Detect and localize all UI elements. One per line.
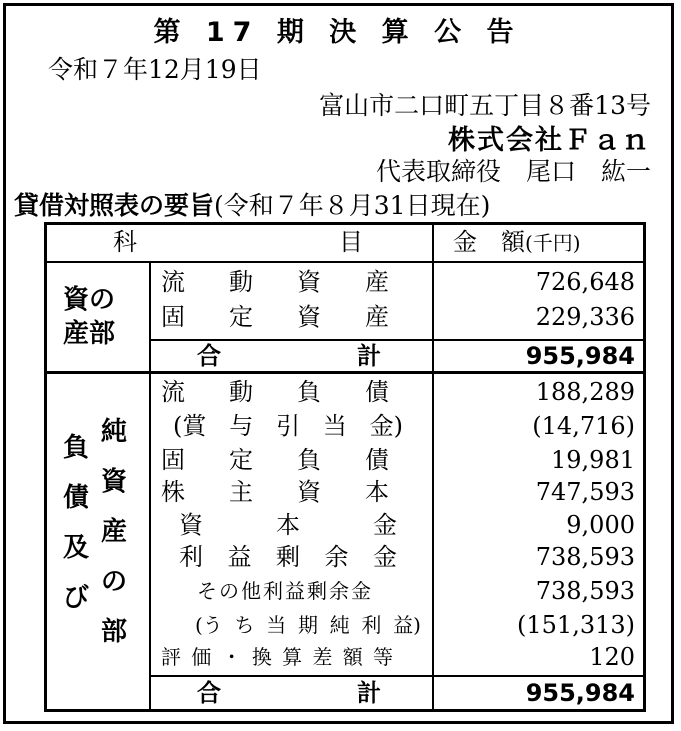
label-char: 金 — [373, 543, 397, 571]
label-char: 利 — [361, 613, 382, 637]
company-name: 株式会社Ｆａｎ — [448, 125, 651, 156]
label-char: 本 — [365, 478, 389, 506]
liab-row-label — [179, 511, 397, 539]
label-char: 益 — [227, 543, 252, 571]
label-char: 純 — [329, 613, 350, 637]
label-char: 産 — [101, 517, 128, 547]
label-char: 資 — [297, 268, 321, 296]
label-char: 剰 — [276, 543, 300, 571]
notice-date: 令和７年12月19日 — [48, 55, 262, 84]
label-char: 金) — [369, 412, 403, 440]
label-char: 差 — [312, 645, 333, 669]
label-char: 負 — [297, 446, 321, 474]
liab-total-label — [197, 679, 381, 707]
section-column-divider — [149, 261, 151, 709]
liab-row-label — [161, 478, 389, 506]
label-char: 計 — [357, 342, 381, 370]
assets-total-value: 955,984 — [525, 342, 635, 370]
balance-sheet-title-text: 貸借対照表の要旨 — [14, 191, 215, 220]
assets-total-label — [197, 342, 381, 370]
assets-row-label — [161, 268, 389, 296]
section-divider — [47, 371, 643, 374]
liab-row-value: 9,000 — [566, 511, 635, 539]
label-char: 期 — [297, 613, 318, 637]
label-char: 金 — [373, 511, 397, 539]
header-unit: (千円) — [525, 231, 581, 255]
label-char: 与 — [229, 412, 254, 440]
label-char: 益) — [393, 613, 421, 637]
label-char: 引 — [276, 412, 300, 440]
liab-row-label — [161, 643, 393, 671]
liab-row-value: 188,289 — [535, 378, 635, 406]
liab-row-value: 738,593 — [535, 577, 635, 605]
label-char: 産 — [365, 268, 389, 296]
liab-row-label — [173, 412, 403, 440]
liab-total-divider — [149, 675, 643, 677]
label-char: 資 — [297, 303, 321, 331]
label-char: 資 — [179, 511, 203, 539]
liab-row-value: 738,593 — [535, 543, 635, 571]
liab-section-label-col1 — [63, 423, 89, 623]
amount-column-divider — [432, 225, 434, 709]
label-char: 負 — [63, 433, 90, 463]
liab-row-value: 747,593 — [535, 478, 635, 506]
company-address: 富山市二口町五丁目８番13号 — [319, 91, 651, 120]
header-amount-text: 金 額 — [453, 228, 525, 256]
label-char: 換 — [251, 645, 272, 669]
label-char: の — [101, 567, 128, 597]
assets-total-divider — [149, 339, 643, 341]
label-char: 価 — [191, 645, 212, 669]
liab-row-value: (14,716) — [532, 412, 635, 440]
label-char: 合 — [197, 679, 221, 707]
assets-row-label — [161, 303, 389, 331]
label-char: 動 — [229, 378, 253, 406]
label-char: 債 — [365, 446, 389, 474]
label-char: ・ — [221, 645, 242, 669]
label-char: 余 — [324, 543, 349, 571]
label-char: 産 — [365, 303, 389, 331]
label-char: 主 — [229, 478, 253, 506]
label-char: 純 — [101, 417, 128, 447]
notice-title: 第 17 期 決 算 公 告 — [153, 17, 522, 48]
label-char: 部 — [101, 617, 128, 647]
liab-row-value: (151,313) — [517, 611, 635, 639]
balance-sheet-title — [14, 186, 490, 222]
label-char: 固 — [161, 303, 185, 331]
label-char: 合 — [197, 342, 221, 370]
assets-section-label — [63, 283, 115, 351]
label-char: 負 — [297, 378, 321, 406]
liab-row-label — [195, 611, 421, 639]
balance-sheet-table — [44, 222, 646, 712]
header-divider — [47, 261, 643, 263]
liab-row-label: その他利益剰余金 — [197, 579, 373, 603]
header-item-char: 目 — [339, 228, 363, 256]
label-char: 当 — [266, 613, 287, 637]
label-char: 固 — [161, 446, 185, 474]
label-char: 動 — [229, 268, 253, 296]
balance-sheet-period: (令和７年８月31日現在) — [214, 191, 491, 220]
header-item-label — [113, 228, 363, 256]
label-char: 債 — [365, 378, 389, 406]
label-char: び — [63, 583, 90, 613]
label-char: 定 — [229, 446, 253, 474]
label-char: 株 — [161, 478, 185, 506]
label-char: 利 — [179, 543, 203, 571]
liab-section-label-col2 — [101, 407, 127, 657]
label-char: 額 — [342, 645, 363, 669]
header-item-char: 科 — [113, 228, 137, 256]
label-char: 計 — [357, 679, 381, 707]
label-char: 資 — [101, 467, 128, 497]
liab-row-label — [161, 378, 389, 406]
label-char: 債 — [63, 483, 90, 513]
assets-row-value: 229,336 — [535, 303, 635, 331]
assets-label-line: 資の — [63, 285, 116, 315]
representative: 代表取締役 尾口 紘一 — [375, 157, 651, 186]
liab-row-value: 120 — [589, 643, 635, 671]
label-char: ち — [234, 613, 255, 637]
liab-row-label — [179, 543, 397, 571]
liab-row-label — [161, 446, 389, 474]
label-char: 資 — [297, 478, 321, 506]
liab-row-value: 19,981 — [551, 446, 635, 474]
label-char: 本 — [276, 511, 300, 539]
header-amount-label — [453, 228, 581, 257]
label-char: 及 — [63, 533, 90, 563]
label-char: 評 — [161, 645, 181, 669]
label-char: 流 — [161, 268, 185, 296]
label-char: 算 — [282, 645, 303, 669]
label-char: 流 — [161, 378, 185, 406]
assets-label-line: 産部 — [63, 319, 116, 349]
label-char: (賞 — [173, 412, 207, 440]
label-char: (う — [195, 613, 223, 637]
label-char: 等 — [372, 645, 393, 669]
assets-row-value: 726,648 — [535, 268, 635, 296]
label-char: 当 — [322, 412, 347, 440]
liab-total-value: 955,984 — [525, 679, 635, 707]
label-char: 定 — [229, 303, 253, 331]
